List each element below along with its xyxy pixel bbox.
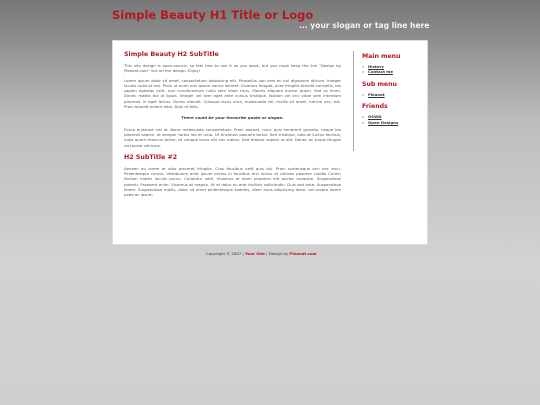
sub-menu-heading: Sub menu (362, 80, 397, 88)
copyright-text: Copyright © 2007 (206, 251, 242, 256)
content-container (112, 40, 428, 245)
open-designs-link[interactable]: Open Designs (368, 119, 399, 125)
pikanat-footer-link[interactable]: Pikanat.com (289, 251, 317, 256)
friends-heading: Friends (362, 103, 388, 111)
your-site-link[interactable]: Your Site (245, 251, 265, 256)
pikanat-link[interactable]: Pikanat (368, 91, 385, 97)
site-slogan: ... your slogan or tag line here (299, 21, 430, 30)
friends-item-open-designs (362, 120, 426, 125)
footer-separator: | (242, 251, 244, 256)
contact-me-link[interactable]: Contact me (368, 69, 393, 75)
sub-menu-item-pikanat (362, 92, 426, 97)
intro-paragraph: This site design is open-source, so feel free to use it as you want, but you must keep the link "Design by Pikanat.com" live on the design. Enjoy! (124, 63, 341, 74)
main-menu-item-contact (362, 69, 426, 74)
main-content (124, 51, 341, 198)
footer (206, 251, 317, 256)
body-paragraph-1: Lorem ipsum dolor sit amet, consectetuer adipiscing elit. Phasellus non erat eu dui dignissim dictum. Integer iaculis nulla at nisl. Proin ut enim non ipsum varius laoreet. Vivamus feugiat, ante fringilla blandit convallis, leo sapien egestas velit, non condimentum nulla sem vitae risus. Mauris aliquam auctor quam. Sed ac enim. Donec mattis dui id ligula. Integer vel sem eget ante cursus tristique. Nullam vel orci vitae sem interdum placerat. In eget lectus. Donec blandit. Quisque lacus urna, malesuada vel, mollis sit amet, rutrum nec, est. Proin blandit ornare nibh. Duis et felis. (124, 77, 341, 110)
oswd-link[interactable]: OSWD (368, 114, 382, 120)
main-subtitle-heading: Simple Beauty H2 SubTitle (124, 51, 219, 58)
site-title: Simple Beauty H1 Title or Logo (112, 8, 314, 22)
featured-quote: There could be your favourite quote or slogan. (181, 115, 284, 121)
sidebar (353, 51, 426, 151)
body-paragraph-3: Aenean eu lorem at odio placerat fringilla. Cras faucibus velit quis dui. Proin scelerisque orci nec arcu. Pellentesque cursus. Vestibulum ante ipsum primis in faucibus orci luctus et ultrices posuere cubilia Curae; Nullam mattis iaculis purus. Curabitur velit. Vivamus et diam pharetra elit auctor molestie. Suspendisse potenti. Praesent enim. Vivamus at magna. Ut et dolor eu erat facilisis sollicitudin. Duis sed ante. Suspendisse lorem. Suspendisse mollis, dolor sit amet pellentesque sodales, diam risus adipiscing diam, vel ornare lorem pede ac ipsum. (124, 165, 341, 198)
history-link[interactable]: History (368, 64, 384, 69)
sub-menu-list (362, 92, 426, 97)
body-paragraph-2: Fusce euismod nisi at libero malesuada consectetuer. Proin laoreet, nunc quis hendrerit gravida, neque leo placerat sapien, et semper tortor leo et urna. Ut tincidunt posuere tortor. Sed tristique, odio at luctus facilisis, nulla quam rhoncus tortor, at congue lacus elit nec metus. Sed tempor sapien ut elit. Donec ac turpis feugiat nisl porta vehicula. (124, 126, 341, 148)
second-subtitle-heading: H2 SubTitle #2 (124, 153, 178, 161)
footer-separator: | (266, 251, 268, 256)
friends-list (362, 114, 426, 125)
design-by-text: Design by (268, 251, 289, 256)
main-menu-list (362, 64, 426, 75)
main-menu-heading: Main menu (362, 53, 401, 60)
